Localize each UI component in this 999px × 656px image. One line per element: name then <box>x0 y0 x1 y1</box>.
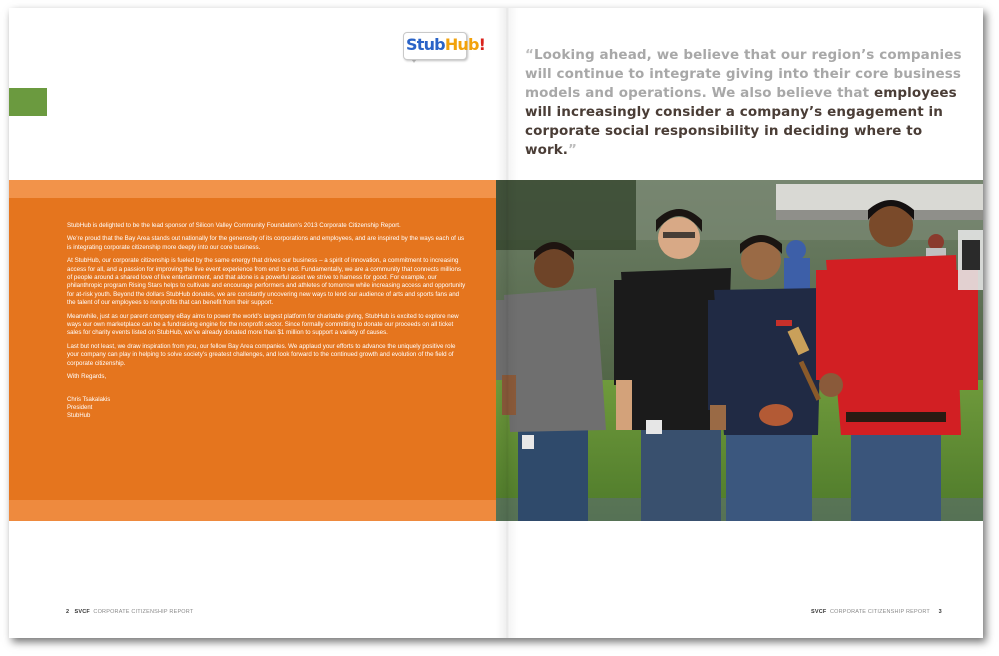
green-tab-marker <box>9 88 47 116</box>
panel-top-band <box>9 180 496 198</box>
quote-gray-text: Looking ahead, we believe that our region’s companies will continue to integrate giving into their core business models and operations. We also believe that <box>525 47 962 101</box>
footer-right-org: SVCF <box>811 609 827 615</box>
letter-paragraph: StubHub is delighted to be the lead sponsor of Silicon Valley Community Foundation’s 2013 Corporate Citizenship Report. <box>67 222 401 229</box>
letter-paragraph: We’re proud that the Bay Area stands out nationally for the generosity of its corporations and employees, and are inspired by the ways each of us is integrating corporate citizenship more deeply into our core business. <box>67 235 465 251</box>
logo-part-exclaim: ! <box>478 35 486 54</box>
volunteers-photo <box>496 180 983 521</box>
logo-part-hub: Hub <box>444 35 479 54</box>
magazine-spread <box>9 8 983 638</box>
letter-paragraph: At StubHub, our corporate citizenship is fueled by the same energy that drives our business – a spirit of innovation, a commitment to increasing access for all, and a passion for improving the live event experience from end to end. Fundamentally, we are a community that connects millions of people around a shared love of live entertainment, and that alone is a powerful asset we strive to harness for good. For example, our philanthropic program Rising Stars helps to cultivate and encourage performers and athletes of tomorrow while increasing access and opportunity for at-risk youth. Beyond the dollars StubHub donates, we are constantly uncovering new ways to lend our audience of arts and sports fans and the talent of our employees to nonprofits that can benefit from their support. <box>67 257 466 307</box>
page-number-left: 2 <box>66 609 70 615</box>
quote-open-mark: “ <box>525 47 534 63</box>
footer-left <box>66 609 193 615</box>
letter-panel <box>9 180 496 521</box>
photo-illustration <box>496 180 983 521</box>
footer-right-title: CORPORATE CITIZENSHIP REPORT <box>829 609 930 615</box>
logo-part-stub: Stub <box>406 35 445 54</box>
quote-highlight-text: employees will increasingly consider a company’s engagement in corporate social responsibility in deciding where to work. <box>525 85 957 158</box>
signature-block <box>67 396 467 421</box>
letter-closing: With Regards, <box>67 373 107 381</box>
footer-left-title: CORPORATE CITIZENSHIP REPORT <box>93 609 194 615</box>
panel-bottom-band <box>9 500 496 521</box>
quote-close-mark: ” <box>568 142 577 158</box>
pull-quote <box>525 46 965 160</box>
signer-company: StubHub <box>67 412 91 419</box>
page-number-right: 3 <box>938 609 942 615</box>
stubhub-logo <box>403 32 486 62</box>
signer-name: Chris Tsakalakis <box>67 396 111 403</box>
footer-left-org: SVCF <box>74 609 90 615</box>
signer-title: President <box>67 404 93 411</box>
sponsor-letter <box>67 222 467 420</box>
letter-paragraph: Meanwhile, just as our parent company eBay aims to power the world’s largest platform for charitable giving, StubHub is excited to explore new ways our own marketplace can be a fundraising engine for the nonprofit sector. Since formally committing to donate our proceeds on all ticket sales for charity events listed on StubHub, we’ve already donated more than $1 million to support a variety of causes. <box>67 312 459 337</box>
logo-wordmark <box>406 35 485 55</box>
footer-right <box>811 609 942 615</box>
letter-paragraph: Last but not least, we draw inspiration from you, our fellow Bay Area companies. We applaud your efforts to advance the uniquely positive role your company can play in helping to solve society’s greatest challenges, and look forward to the continued growth and evolution of the field of corporate citizenship. <box>67 342 456 367</box>
